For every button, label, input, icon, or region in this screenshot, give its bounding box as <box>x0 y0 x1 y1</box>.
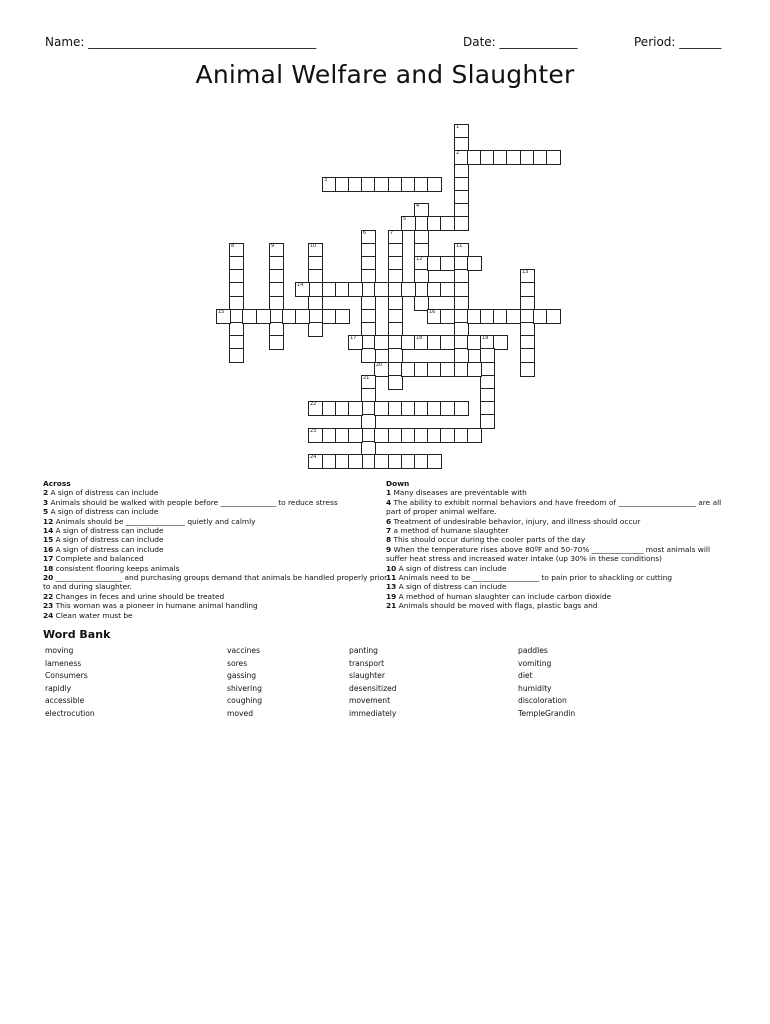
word-bank-word: rapidly <box>45 683 72 693</box>
crossword-cell <box>374 454 389 469</box>
crossword-cell <box>308 322 323 337</box>
across-heading: Across <box>43 479 71 488</box>
cell-number: 21 <box>363 375 370 381</box>
crossword-cell <box>295 309 310 324</box>
crossword-cell <box>256 309 271 324</box>
clue <box>43 573 388 592</box>
crossword-cell <box>242 309 257 324</box>
crossword-cell <box>374 177 389 192</box>
clue-text: This woman was a pioneer in humane animal handling <box>55 601 258 611</box>
word-bank-column <box>518 645 688 721</box>
clue-text: When the temperature rises above 80ºF and 50-70% ______________ most animals will suffer heat stress and increased water intake (up 30% in these conditions) <box>386 544 711 564</box>
crossword-cell <box>454 348 469 363</box>
clue-number: 3 <box>43 497 49 507</box>
cell-number: 3 <box>324 177 328 183</box>
word-bank-word: shivering <box>227 683 262 693</box>
clue-number: 2 <box>43 488 49 498</box>
clue <box>43 488 388 497</box>
word-bank-word: moving <box>45 646 74 655</box>
word-bank-word: moved <box>227 708 254 718</box>
clue-text: A sign of distress can include <box>55 535 164 545</box>
crossword-cell <box>480 414 495 429</box>
crossword-cell <box>374 335 389 350</box>
clue-number: 13 <box>386 582 397 592</box>
word-bank-word: electrocution <box>45 708 95 718</box>
period-line: Period: _______ <box>634 35 722 49</box>
crossword-cell <box>440 282 455 297</box>
crossword-cell <box>216 309 231 324</box>
cell-number: 24 <box>310 454 317 460</box>
cell-number: 4 <box>416 203 420 209</box>
clue <box>386 592 726 601</box>
word-bank-column <box>349 645 519 721</box>
clue <box>43 601 388 610</box>
cell-number: 15 <box>218 309 225 315</box>
cell-number: 5 <box>403 216 407 222</box>
crossword-cell <box>506 150 521 165</box>
clue-text: consistent flooring keeps animals <box>55 563 180 573</box>
crossword-cell <box>348 335 363 350</box>
clue <box>386 526 726 535</box>
crossword-cell <box>348 282 363 297</box>
cell-number: 6 <box>363 230 367 236</box>
crossword-cell <box>374 401 389 416</box>
crossword-cell <box>229 348 244 363</box>
crossword-cell <box>467 256 482 271</box>
word-bank-word: humidity <box>518 683 552 693</box>
crossword-cell <box>440 428 455 443</box>
clue-number: 24 <box>43 610 54 620</box>
crossword-cell <box>546 150 561 165</box>
date-line: Date: _____________ <box>463 35 578 49</box>
word-bank-word: Consumers <box>45 671 88 681</box>
cell-number: 12 <box>416 256 423 262</box>
across-clues <box>43 479 388 620</box>
clue <box>386 573 726 582</box>
clue-number: 7 <box>386 526 392 536</box>
crossword-cell <box>308 454 323 469</box>
crossword-cell <box>308 401 323 416</box>
word-bank-word: TempleGrandin <box>518 708 576 718</box>
crossword-cell <box>440 256 455 271</box>
page-title: Animal Welfare and Slaughter <box>195 60 575 89</box>
clue <box>43 564 388 573</box>
crossword-cell <box>335 309 350 324</box>
word-bank-title: Word Bank <box>43 628 111 641</box>
cell-number: 20 <box>376 362 383 368</box>
clue <box>386 488 726 497</box>
word-bank-word: diet <box>518 671 533 681</box>
crossword-cell <box>520 348 535 363</box>
cell-number: 17 <box>350 335 357 341</box>
crossword-cell <box>295 282 310 297</box>
clue-text: A sign of distress can include <box>398 582 507 592</box>
crossword-cell <box>269 282 284 297</box>
crossword-cell <box>440 401 455 416</box>
word-bank-word: vomiting <box>518 658 552 668</box>
cell-number: 2 <box>456 150 460 156</box>
crossword-grid <box>0 0 770 470</box>
clue-text: A sign of distress can include <box>50 507 159 517</box>
clue-number: 1 <box>386 488 392 498</box>
clue-number: 11 <box>386 573 397 583</box>
clue-number: 19 <box>386 591 397 601</box>
clue-text: Changes in feces and urine should be treated <box>55 591 225 601</box>
clue <box>386 564 726 573</box>
cell-number: 23 <box>310 428 317 434</box>
crossword-cell <box>440 216 455 231</box>
clue-text: Complete and balanced <box>55 554 144 564</box>
word-bank-word: discoloration <box>518 696 567 706</box>
cell-number: 14 <box>297 282 304 288</box>
clue <box>386 582 726 591</box>
clue-number: 8 <box>386 535 392 545</box>
clue <box>386 517 726 526</box>
cell-number: 18 <box>416 335 423 341</box>
crossword-cell <box>440 335 455 350</box>
clue-text: Animals should be ________________ quietly and calmly <box>55 516 256 526</box>
crossword-cell <box>493 335 508 350</box>
clue-text: A method of human slaughter can include carbon dioxide <box>398 591 612 601</box>
clue <box>43 554 388 563</box>
crossword-cell <box>269 335 284 350</box>
cell-number: 10 <box>310 243 317 249</box>
clue-text: A sign of distress can include <box>50 488 159 498</box>
clue-number: 10 <box>386 563 397 573</box>
clue-text: A sign of distress can include <box>398 563 507 573</box>
crossword-cell <box>440 362 455 377</box>
crossword-cell <box>520 282 535 297</box>
down-heading: Down <box>386 479 410 488</box>
crossword-cell <box>454 401 469 416</box>
clue-text: Treatment of undesirable behavior, injury, and illness should occur <box>393 516 641 526</box>
crossword-cell <box>546 309 561 324</box>
crossword-cell <box>374 362 389 377</box>
crossword-cell <box>467 362 482 377</box>
crossword-cell <box>348 428 363 443</box>
clue <box>43 545 388 554</box>
word-bank-word: vaccines <box>227 646 261 655</box>
crossword-cell <box>308 428 323 443</box>
cell-number: 16 <box>429 309 436 315</box>
clue <box>386 545 726 564</box>
clue-number: 18 <box>43 563 54 573</box>
word-bank-word: immediately <box>349 708 397 718</box>
clue-number: 5 <box>43 507 49 517</box>
cell-number: 9 <box>271 243 275 249</box>
crossword-cell <box>506 309 521 324</box>
cell-number: 11 <box>456 243 463 249</box>
clue-number: 20 <box>43 573 54 583</box>
crossword-cell <box>348 401 363 416</box>
crossword-cell <box>361 348 376 363</box>
clue <box>386 535 726 544</box>
word-bank-word: gassing <box>227 671 257 681</box>
crossword-cell <box>454 282 469 297</box>
crossword-cell <box>520 362 535 377</box>
crossword-cell <box>467 428 482 443</box>
clue-number: 23 <box>43 601 54 611</box>
crossword-cell <box>348 454 363 469</box>
cell-number: 13 <box>522 269 529 275</box>
crossword-cell <box>440 309 455 324</box>
clue-text: Animals need to be __________________ to pain prior to shackling or cutting <box>398 573 673 583</box>
clue-number: 12 <box>43 516 54 526</box>
clue <box>386 498 726 517</box>
word-bank-column <box>45 645 215 721</box>
cell-number: 8 <box>231 243 235 249</box>
clue-text: a method of humane slaughter <box>393 526 509 536</box>
crossword-cell <box>401 216 416 231</box>
word-bank-word: panting <box>349 646 379 655</box>
cell-number: 1 <box>456 124 460 130</box>
cell-number: 22 <box>310 401 317 407</box>
word-bank-word: paddles <box>518 646 548 655</box>
word-bank-word: coughing <box>227 696 263 706</box>
word-bank-word: lameness <box>45 658 82 668</box>
crossword-cell <box>361 414 376 429</box>
clue <box>43 611 388 620</box>
clue <box>43 498 388 507</box>
name-line: Name: ______________________________________ <box>45 35 317 49</box>
clue-number: 6 <box>386 516 392 526</box>
clue-text: A sign of distress can include <box>55 526 164 536</box>
clue-number: 21 <box>386 601 397 611</box>
clue <box>43 535 388 544</box>
cell-number: 7 <box>390 230 394 236</box>
clue-text: This should occur during the cooler parts of the day <box>393 535 586 545</box>
clue <box>43 507 388 516</box>
word-bank-word: transport <box>349 658 385 668</box>
crossword-cell <box>388 348 403 363</box>
clue <box>43 526 388 535</box>
crossword-cell <box>454 216 469 231</box>
clue-number: 14 <box>43 526 54 536</box>
crossword-cell <box>308 282 323 297</box>
down-clues <box>386 479 726 611</box>
crossword-cell <box>374 428 389 443</box>
crossword-cell <box>401 282 416 297</box>
clue-number: 15 <box>43 535 54 545</box>
clue-number: 22 <box>43 591 54 601</box>
clue-number: 9 <box>386 544 392 554</box>
word-bank-word: slaughter <box>349 671 385 681</box>
clue-text: Animals should be walked with people before _______________ to reduce stress <box>50 497 338 507</box>
crossword-cell <box>427 177 442 192</box>
crossword-cell <box>427 454 442 469</box>
word-bank-word: movement <box>349 696 391 706</box>
word-bank-word: sores <box>227 658 248 668</box>
word-bank-word: accessible <box>45 696 85 706</box>
clue-number: 4 <box>386 497 392 507</box>
clue-text: Animals should be moved with flags, plastic bags and <box>398 601 598 611</box>
clue-number: 16 <box>43 544 54 554</box>
cell-number: 19 <box>482 335 489 341</box>
crossword-cell <box>480 348 495 363</box>
clue <box>386 601 726 610</box>
crossword-cell <box>374 282 389 297</box>
clue-text: __________________ and purchasing groups demand that animals be handled properly prior to and during slaughter. <box>43 573 388 592</box>
clue <box>43 592 388 601</box>
clue-text: Clean water must be <box>55 610 133 620</box>
crossword-cell <box>229 282 244 297</box>
clue-text: A sign of distress can include <box>55 544 164 554</box>
clue-text: The ability to exhibit normal behaviors and have freedom of _____________________ are all part of proper animal welfare. <box>386 497 722 517</box>
word-bank-word: desensitized <box>349 683 397 693</box>
clue <box>43 517 388 526</box>
clue-text: Many diseases are preventable with <box>393 488 527 498</box>
clue-number: 17 <box>43 554 54 564</box>
crossword-cell <box>388 375 403 390</box>
